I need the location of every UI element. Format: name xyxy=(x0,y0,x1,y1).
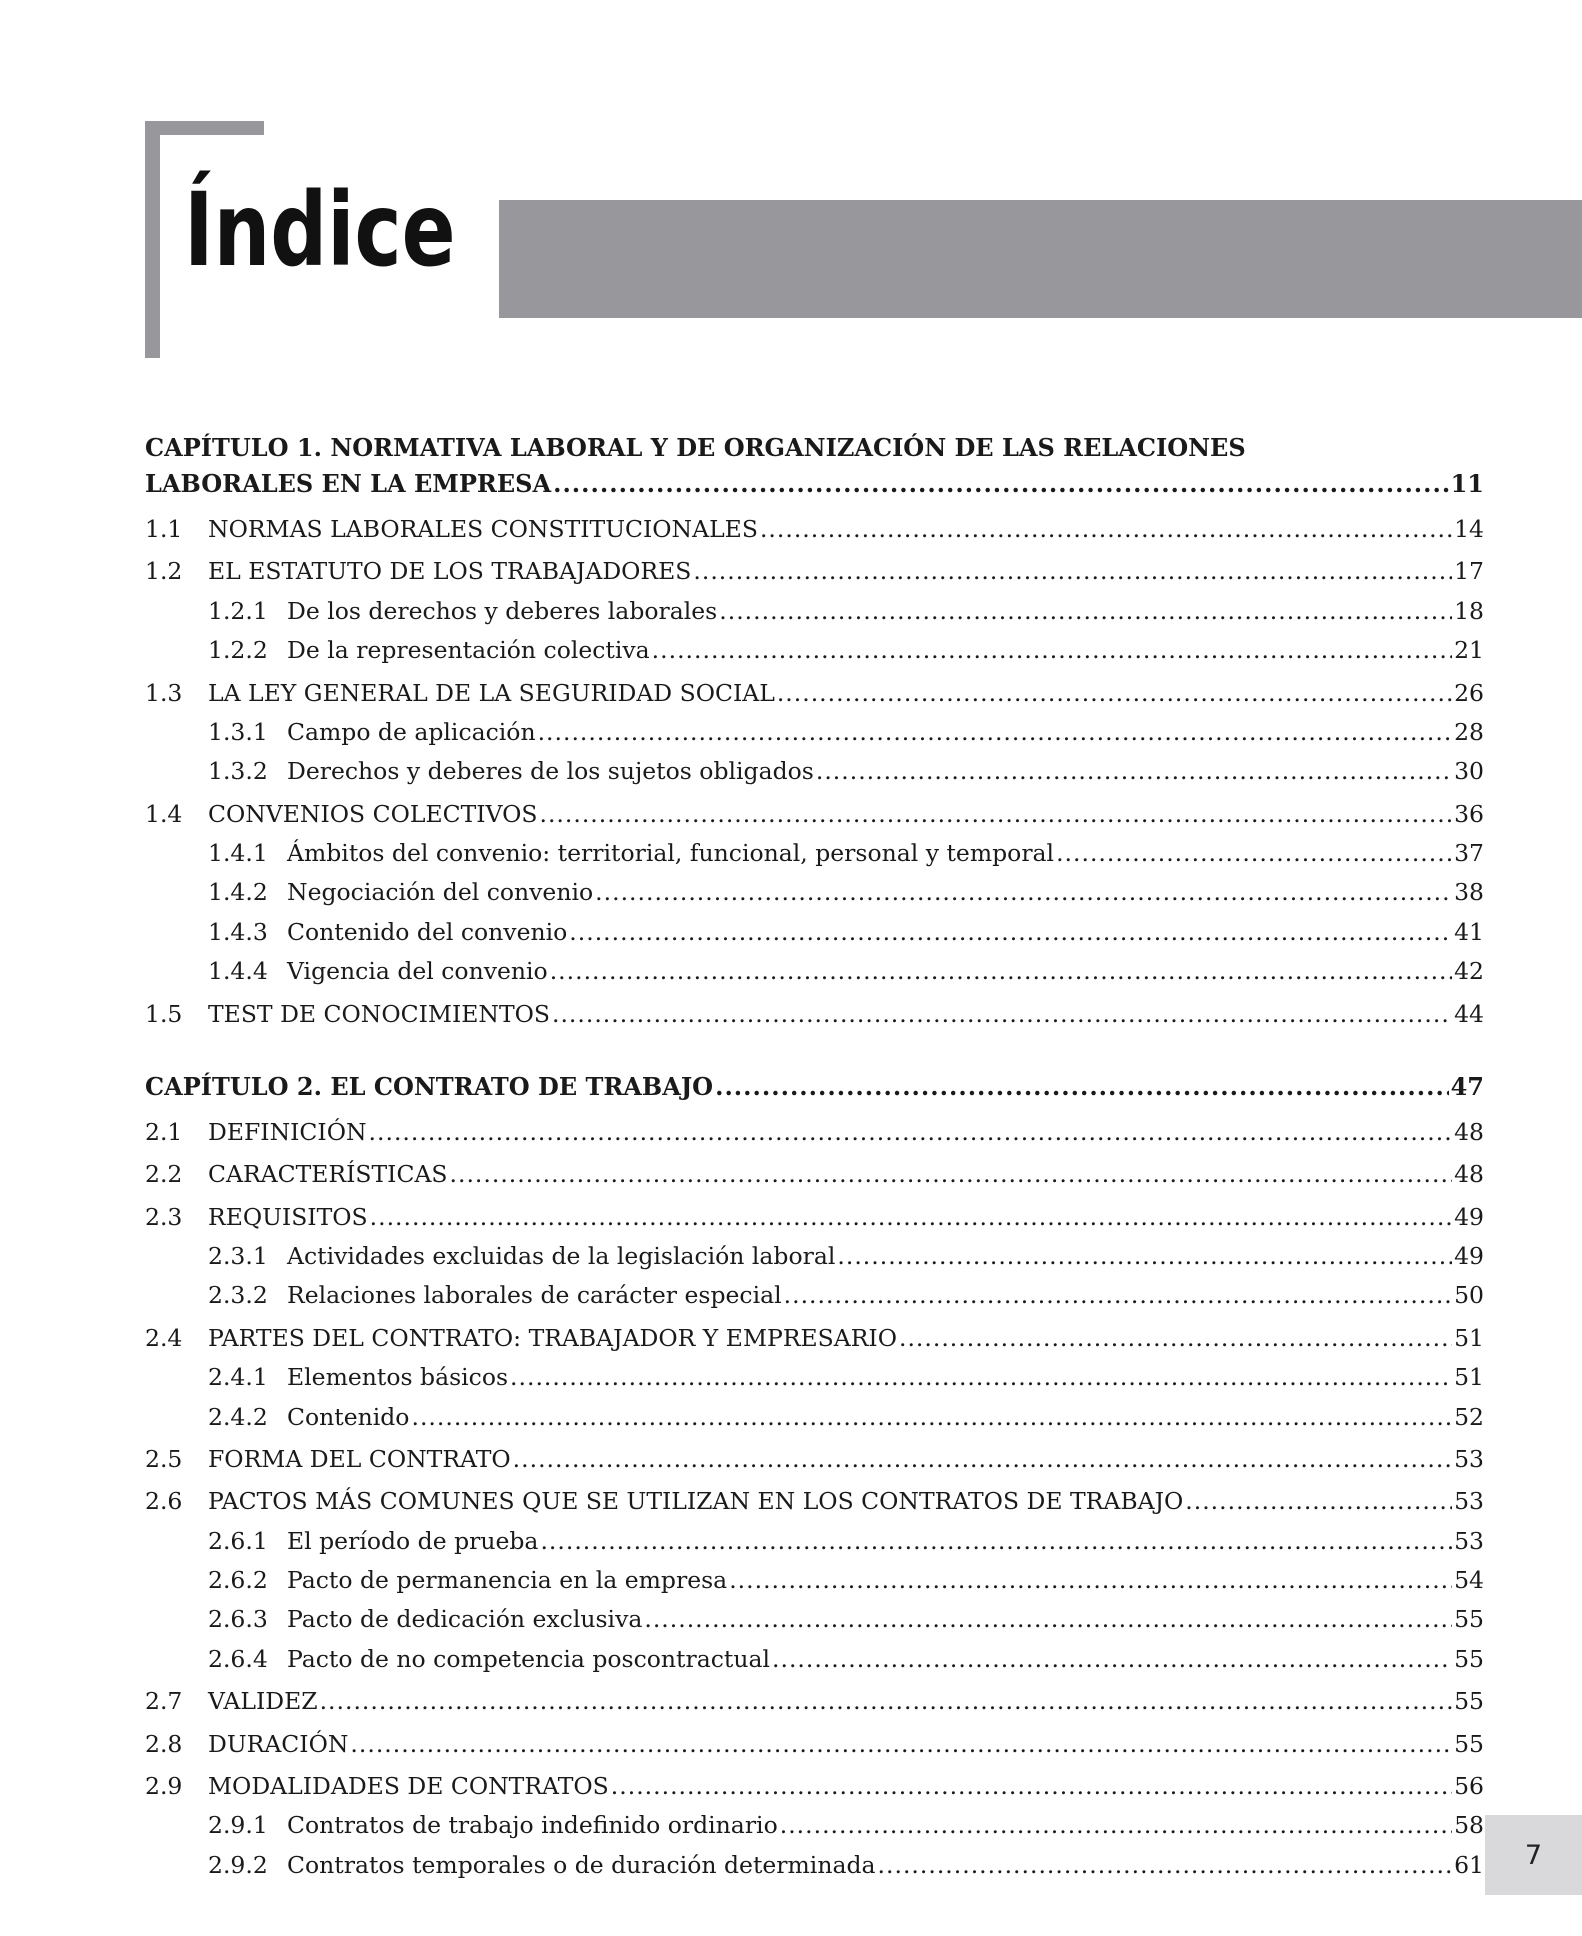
toc-subsection-entry[interactable] xyxy=(145,1403,1484,1432)
entry-page: 49 xyxy=(1454,1242,1484,1270)
leader-dots xyxy=(320,1687,1453,1716)
entry-page: 52 xyxy=(1454,1402,1484,1431)
toc-section-entry[interactable] xyxy=(145,1203,1484,1232)
entry-title: Actividades excluidas de la legislación laboral xyxy=(287,1242,836,1270)
toc-section-entry[interactable] xyxy=(145,679,1484,708)
entry-title: PARTES DEL CONTRATO: TRABAJADOR Y EMPRESARIO xyxy=(208,1323,897,1352)
entry-number: 1.4.2 xyxy=(208,878,268,907)
entry-page: 53 xyxy=(1454,1526,1484,1555)
leader-dots xyxy=(552,1000,1452,1029)
chapter-title-row[interactable] xyxy=(145,466,1484,502)
leader-dots xyxy=(370,1203,1452,1232)
leader-dots xyxy=(878,1851,1453,1880)
toc-subsection-entry[interactable] xyxy=(145,1605,1484,1634)
page-number-box xyxy=(1485,1815,1582,1895)
leader-dots xyxy=(510,1363,1452,1392)
entry-page: 55 xyxy=(1454,1605,1484,1634)
entry-number: 2.9.2 xyxy=(208,1850,268,1879)
leader-dots xyxy=(538,718,1453,747)
leader-dots xyxy=(350,1730,1452,1759)
entry-number: 2.8 xyxy=(145,1729,183,1758)
leader-dots xyxy=(595,878,1452,907)
entry-number: 2.6.2 xyxy=(208,1566,268,1594)
entry-number: 1.4.1 xyxy=(208,839,268,867)
entry-title: Campo de aplicación xyxy=(287,717,536,746)
leader-dots xyxy=(729,1566,1452,1595)
entry-title: Pacto de permanencia en la empresa xyxy=(287,1566,728,1594)
entry-page: 55 xyxy=(1454,1687,1484,1716)
leader-dots xyxy=(772,1645,1452,1674)
entry-title: MODALIDADES DE CONTRATOS xyxy=(208,1771,609,1800)
entry-number: 1.4.3 xyxy=(208,917,268,946)
leader-dots xyxy=(611,1772,1452,1801)
entry-page: 55 xyxy=(1454,1644,1484,1673)
entry-title: REQUISITOS xyxy=(208,1202,368,1231)
leader-dots xyxy=(1185,1487,1452,1516)
entry-number: 1.4 xyxy=(145,799,183,828)
entry-page: 28 xyxy=(1454,717,1484,746)
entry-number: 2.3 xyxy=(145,1202,183,1231)
entry-title: Contratos de trabajo indefinido ordinario xyxy=(287,1811,778,1840)
entry-title: LA LEY GENERAL DE LA SEGURIDAD SOCIAL xyxy=(208,678,775,707)
entry-page: 48 xyxy=(1454,1160,1484,1189)
entry-title: De la representación colectiva xyxy=(287,636,650,665)
entry-title: Derechos y deberes de los sujetos obligados xyxy=(287,757,814,786)
toc-subsection-entry[interactable] xyxy=(145,757,1484,786)
toc-subsection-entry[interactable] xyxy=(145,1566,1484,1595)
toc-subsection-entry[interactable] xyxy=(145,1851,1484,1880)
toc-section-entry[interactable] xyxy=(145,1160,1484,1189)
chapter-title-text: LABORALES EN LA EMPRESA xyxy=(145,469,552,498)
entry-number: 2.4 xyxy=(145,1323,183,1352)
entry-title: El período de prueba xyxy=(287,1526,539,1555)
entry-page: 44 xyxy=(1454,999,1484,1028)
entry-page: 61 xyxy=(1454,1850,1484,1879)
entry-title: CARACTERÍSTICAS xyxy=(208,1160,448,1189)
toc-section-entry[interactable] xyxy=(145,1687,1484,1716)
leader-dots xyxy=(777,679,1452,708)
entry-page: 53 xyxy=(1454,1444,1484,1473)
entry-title: Pacto de dedicación exclusiva xyxy=(287,1605,643,1634)
chapter-page: 47 xyxy=(1450,1071,1484,1101)
entry-title: Ámbitos del convenio: territorial, funcional, personal y temporal xyxy=(287,839,1055,867)
toc-subsection-entry[interactable] xyxy=(145,1363,1484,1392)
leader-dots xyxy=(540,1527,1452,1556)
leader-dots xyxy=(693,557,1452,586)
leader-dots xyxy=(369,1118,1453,1147)
entry-number: 2.6.4 xyxy=(208,1644,268,1673)
chapter-page: 11 xyxy=(1450,469,1484,498)
entry-title: DEFINICIÓN xyxy=(208,1117,367,1146)
chapter-title-line1: CAPÍTULO 1. NORMATIVA LABORAL Y DE ORGANIZACIÓN DE LAS RELACIONES xyxy=(145,433,1246,462)
entry-title: Contenido del convenio xyxy=(287,917,568,946)
page-number: 7 xyxy=(1524,1839,1543,1871)
leader-dots xyxy=(719,597,1452,626)
entry-title: Contenido xyxy=(287,1402,410,1431)
leader-dots xyxy=(816,757,1452,786)
entry-number: 2.2 xyxy=(145,1160,183,1189)
entry-page: 30 xyxy=(1454,757,1484,786)
toc-section-entry[interactable] xyxy=(145,1487,1484,1516)
entry-page: 48 xyxy=(1454,1117,1484,1146)
entry-title: Negociación del convenio xyxy=(287,878,594,907)
entry-page: 36 xyxy=(1454,799,1484,828)
leader-dots xyxy=(899,1324,1452,1353)
toc-section-entry[interactable] xyxy=(145,557,1484,586)
leader-dots xyxy=(784,1281,1452,1310)
entry-page: 37 xyxy=(1454,839,1484,867)
toc-subsection-entry[interactable] xyxy=(145,878,1484,907)
entry-number: 2.6 xyxy=(145,1487,183,1516)
entry-number: 2.9 xyxy=(145,1771,183,1800)
entry-page: 41 xyxy=(1454,917,1484,946)
leader-dots xyxy=(553,466,1449,502)
entry-number: 1.1 xyxy=(145,515,183,543)
entry-number: 1.2 xyxy=(145,557,183,586)
entry-title: Relaciones laborales de carácter especial xyxy=(287,1281,782,1310)
toc-subsection-entry[interactable] xyxy=(145,1645,1484,1674)
entry-title: VALIDEZ xyxy=(208,1687,318,1716)
entry-page: 38 xyxy=(1454,878,1484,907)
chapter-heading xyxy=(145,1069,1484,1105)
entry-page: 53 xyxy=(1454,1487,1484,1516)
toc-subsection-entry[interactable] xyxy=(145,839,1484,868)
entry-title: CONVENIOS COLECTIVOS xyxy=(208,799,538,828)
entry-number: 1.3.2 xyxy=(208,757,268,786)
leader-dots xyxy=(780,1811,1452,1840)
entry-number: 1.2.2 xyxy=(208,636,268,665)
leader-dots xyxy=(550,957,1452,986)
entry-number: 2.1 xyxy=(145,1117,183,1146)
toc-subsection-entry[interactable] xyxy=(145,1811,1484,1840)
entry-title: Contratos temporales o de duración determinada xyxy=(287,1850,876,1879)
entry-title: TEST DE CONOCIMIENTOS xyxy=(208,999,550,1028)
entry-page: 51 xyxy=(1454,1323,1484,1352)
chapter-title-text: CAPÍTULO 2. EL CONTRATO DE TRABAJO xyxy=(145,1071,714,1101)
toc-subsection-entry[interactable] xyxy=(145,1527,1484,1556)
entry-page: 18 xyxy=(1454,596,1484,625)
entry-title: De los derechos y deberes laborales xyxy=(287,596,718,625)
leader-dots xyxy=(569,918,1452,947)
leader-dots xyxy=(539,800,1452,829)
leader-dots xyxy=(644,1605,1452,1634)
entry-title: Elementos básicos xyxy=(287,1363,509,1392)
entry-number: 1.3.1 xyxy=(208,717,268,746)
entry-title: FORMA DEL CONTRATO xyxy=(208,1444,511,1473)
entry-title: Pacto de no competencia poscontractual xyxy=(287,1644,771,1673)
entry-number: 1.3 xyxy=(145,678,183,707)
leader-dots xyxy=(513,1445,1452,1474)
toc-subsection-entry[interactable] xyxy=(145,957,1484,986)
toc-section-entry[interactable] xyxy=(145,1730,1484,1759)
entry-page: 56 xyxy=(1454,1771,1484,1800)
entry-title: DURACIÓN xyxy=(208,1729,349,1758)
table-of-contents xyxy=(145,430,1484,1880)
toc-subsection-entry[interactable] xyxy=(145,918,1484,947)
toc-subsection-entry[interactable] xyxy=(145,1281,1484,1310)
entry-page: 21 xyxy=(1454,636,1484,665)
entry-title: PACTOS MÁS COMUNES QUE SE UTILIZAN EN LOS CONTRATOS DE TRABAJO xyxy=(208,1487,1184,1516)
entry-page: 55 xyxy=(1454,1729,1484,1758)
entry-number: 2.5 xyxy=(145,1444,183,1473)
entry-number: 2.6.1 xyxy=(208,1526,268,1555)
entry-number: 2.3.2 xyxy=(208,1281,268,1310)
toc-section-entry[interactable] xyxy=(145,515,1484,544)
entry-page: 42 xyxy=(1454,957,1484,986)
entry-number: 2.3.1 xyxy=(208,1242,268,1270)
entry-page: 58 xyxy=(1454,1811,1484,1840)
entry-title: NORMAS LABORALES CONSTITUCIONALES xyxy=(208,515,758,543)
entry-number: 1.4.4 xyxy=(208,957,268,986)
toc-subsection-entry[interactable] xyxy=(145,1242,1484,1271)
toc-subsection-entry[interactable] xyxy=(145,636,1484,665)
entry-number: 1.2.1 xyxy=(208,596,268,625)
leader-dots xyxy=(715,1069,1449,1105)
entry-page: 51 xyxy=(1454,1363,1484,1392)
leader-dots xyxy=(1056,839,1452,868)
leader-dots xyxy=(450,1160,1453,1189)
toc-subsection-entry[interactable] xyxy=(145,597,1484,626)
title-bracket-horizontal xyxy=(145,121,264,135)
entry-number: 1.5 xyxy=(145,999,183,1028)
title-bracket-vertical xyxy=(145,121,160,358)
entry-number: 2.4.1 xyxy=(208,1363,268,1392)
leader-dots xyxy=(837,1242,1452,1271)
toc-section-entry[interactable] xyxy=(145,1772,1484,1801)
entry-page: 50 xyxy=(1454,1281,1484,1310)
entry-page: 54 xyxy=(1454,1566,1484,1594)
page-title: Índice xyxy=(184,171,456,290)
title-decorative-bar xyxy=(499,200,1582,318)
leader-dots xyxy=(652,636,1452,665)
chapter-heading xyxy=(145,430,1484,502)
leader-dots xyxy=(411,1403,1452,1432)
leader-dots xyxy=(760,515,1452,544)
toc-section-entry[interactable] xyxy=(145,1324,1484,1353)
entry-number: 2.7 xyxy=(145,1687,183,1716)
entry-title: Vigencia del convenio xyxy=(287,957,548,986)
entry-page: 14 xyxy=(1454,515,1484,543)
entry-number: 2.6.3 xyxy=(208,1605,268,1634)
toc-section-entry[interactable] xyxy=(145,1445,1484,1474)
entry-page: 26 xyxy=(1454,678,1484,707)
entry-number: 2.4.2 xyxy=(208,1402,268,1431)
entry-page: 49 xyxy=(1454,1202,1484,1231)
toc-section-entry[interactable] xyxy=(145,800,1484,829)
entry-number: 2.9.1 xyxy=(208,1811,268,1840)
toc-subsection-entry[interactable] xyxy=(145,718,1484,747)
toc-section-entry[interactable] xyxy=(145,1118,1484,1147)
entry-title: EL ESTATUTO DE LOS TRABAJADORES xyxy=(208,557,692,586)
chapter-title-row[interactable] xyxy=(145,1069,1484,1105)
toc-section-entry[interactable] xyxy=(145,1000,1484,1029)
entry-page: 17 xyxy=(1454,557,1484,586)
